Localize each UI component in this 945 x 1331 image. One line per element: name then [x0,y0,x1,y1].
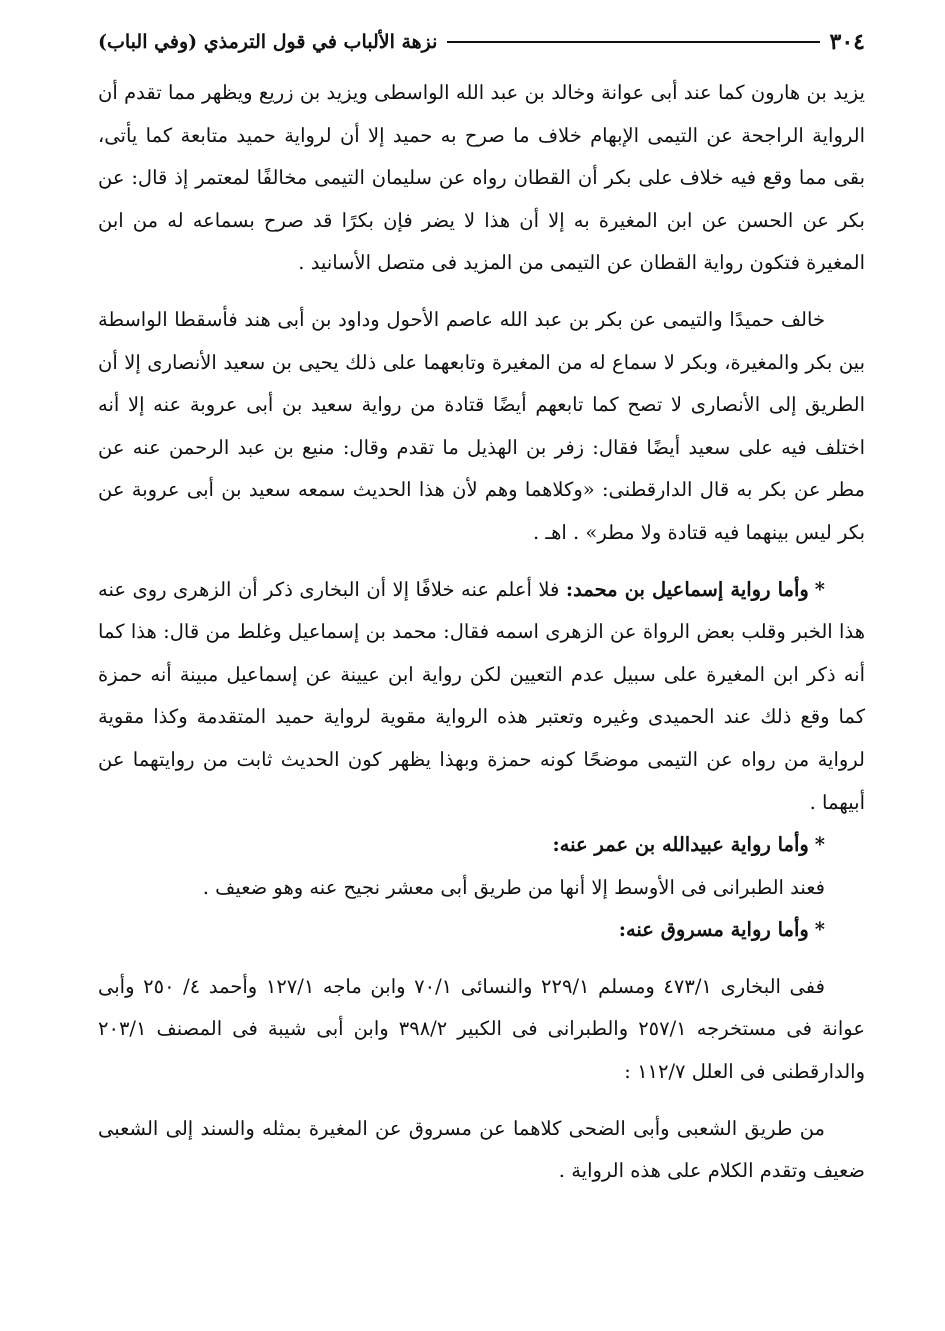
paragraph-shabi: من طريق الشعبى وأبى الضحى كلاهما عن مسروق عن المغيرة بمثله والسند إلى الشعبى ضعيف وتقدم الكلام على هذه الرواية . [98,1116,865,1183]
paragraph-gap [98,1094,865,1108]
star-marker: * [814,833,825,857]
paragraph-gap [98,555,865,569]
section-heading-masruq: وأما رواية مسروق عنه: [618,918,809,942]
running-title: نزهة الألباب في قول الترمذي (وفي الباب) [98,31,438,53]
page-header [98,20,865,64]
paragraph-1: يزيد بن هارون كما عند أبى عوانة وخالد بن عبد الله الواسطى ويزيد بن زريع ويظهر مما تقدم أن الرواية الراجحة عن التيمى الإبهام خلاف ما صرح به حميد إلا أن لرواية حميد متابعة كما يأتى، بقى مما وقع فيه خلاف على بكر أن القطان رواه عن سليمان التيمى مخالفًا لمعتمر إذ قال: عن بكر عن الحسن عن ابن المغيرة به إلا أن هذا لا يضر فإن بكرًا قد صرح بسماعه له من ابن المغيرة فتكون رواية القطان عن التيمى من المزيد فى متصل الأسانيد . [98,81,865,275]
header-rule [447,41,819,43]
paragraph-ismail [98,569,865,825]
star-marker: * [814,918,825,942]
section-heading-ubaidullah-line [98,824,865,867]
star-marker: * [814,577,825,601]
paragraph-references: ففى البخارى ٤٧٣/١ ومسلم ٢٢٩/١ والنسائى ٧٠/١ وابن ماجه ١٢٧/١ وأحمد ٤/ ٢٥٠ وأبى عوانة فى مستخرجه ٢٥٧/١ والطبرانى فى الكبير ٣٩٨/٢ وابن أبى شيبة فى المصنف ٢٠٣/١ والدارقطنى فى العلل ١١٢/٧ : [98,974,865,1084]
section-heading-masruq-line [98,909,865,952]
paragraph-gap [98,285,865,299]
paragraph-gap [98,952,865,966]
page-number: ٣٠٤ [829,29,865,55]
section-heading-ubaidullah: وأما رواية عبيدالله بن عمر عنه: [552,833,809,857]
section-heading-ismail: وأما رواية إسماعيل بن محمد: [565,577,809,601]
paragraph-ismail-text: فلا أعلم عنه خلافًا إلا أن البخارى ذكر أن الزهرى روى عنه هذا الخبر وقلب بعض الرواة عن الزهرى اسمه فقال: محمد بن إسماعيل وغلط من قال: هذا كما أنه ذكر ابن المغيرة على سبيل عدم التعيين لكن رواية ابن عيينة عن إسماعيل مبينة أنه حمزة كما وقع ذلك عند الحميدى وغيره وتعتبر هذه الرواية مقوية لرواية حميد المتقدمة وكذا مقوية لرواية من رواه عن التيمى موضحًا كونه حمزة وبهذا يظهر كون الحديث ثابت من روايتهما عن أبيهما . [98,577,865,814]
paragraph-tabarani: فعند الطبرانى فى الأوسط إلا أنها من طريق أبى معشر نجيح عنه وهو ضعيف . [202,875,825,899]
paragraph-2: خالف حميدًا والتيمى عن بكر بن عبد الله عاصم الأحول وداود بن أبى هند فأسقطا الواسطة بين بكر والمغيرة، وبكر لا سماع له من المغيرة وتابعهما على ذلك يحيى بن سعيد الأنصارى إلا أن الطريق إلى الأنصارى لا تصح كما تابعهم أيضًا قتادة من رواية سعيد بن أبى عروبة عنه إلا أنه اختلف فيه على سعيد أيضًا فقال: زفر بن الهذيل ما تقدم وقال: منيع بن عبد الرحمن عنه عن مطر عن بكر به قال الدارقطنى: «وكلاهما وهم لأن هذا الحديث سمعه سعيد بن أبى عروبة عن بكر ليس بينهما فيه قتادة ولا مطر» . اهـ . [98,307,865,544]
